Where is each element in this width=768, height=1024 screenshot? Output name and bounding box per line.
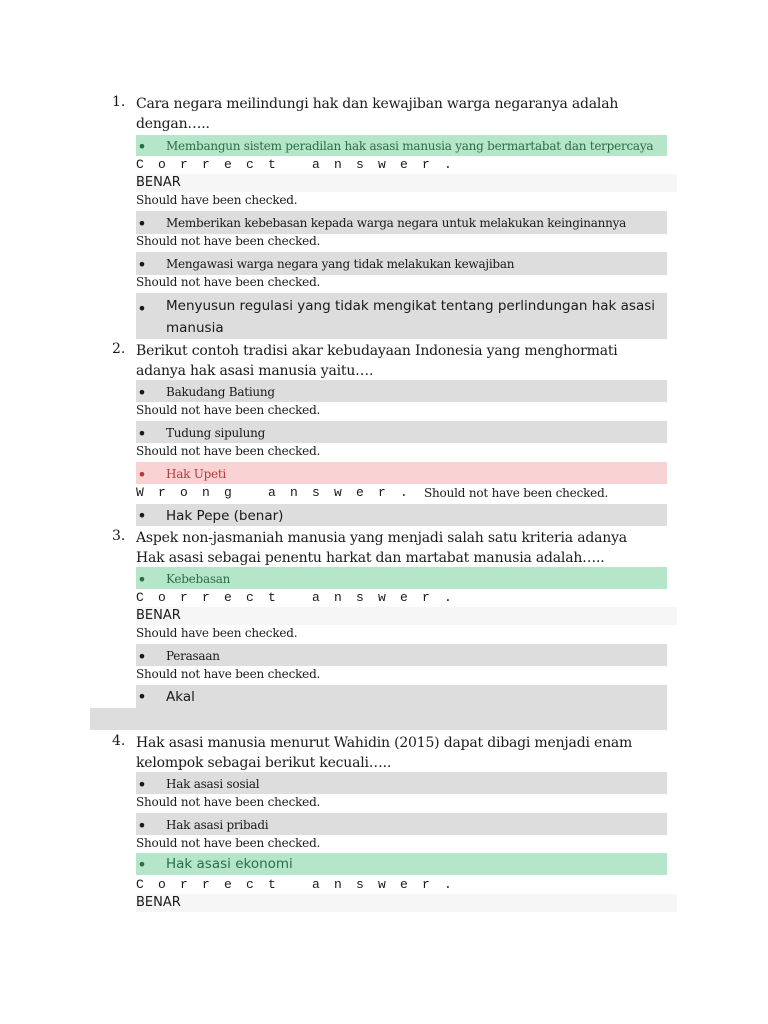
option[interactable] (136, 772, 667, 794)
option-correct[interactable] (136, 567, 667, 589)
feedback-text: Should not have been checked. (424, 486, 609, 500)
feedback-text: Should not have been checked. (136, 795, 321, 809)
bullet-icon: • (137, 816, 147, 835)
option[interactable] (136, 293, 667, 339)
option-label: Hak asasi sosial (166, 777, 260, 791)
bullet-icon: • (137, 855, 147, 874)
question-text: Aspek non-jasmaniah manusia yang menjadi salah satu kriteria adanya Hak asasi sebagai penentu harkat dan martabat manusia adalah….. (136, 530, 627, 566)
question-text: Berikut contoh tradisi akar kebudayaan Indonesia yang menghormati adanya hak asasi manusia yaitu…. (136, 343, 618, 379)
feedback-text: Should not have been checked. (136, 444, 321, 458)
feedback-text: Should not have been checked. (136, 667, 321, 681)
option[interactable] (136, 504, 667, 526)
feedback-text: Should have been checked. (136, 193, 298, 207)
wrong-answer-label: Wrong answer. (136, 485, 423, 500)
correct-answer-label: Correct answer. (136, 157, 467, 172)
option-label: Hak asasi ekonomi (166, 856, 293, 872)
feedback-text: Should not have been checked. (136, 403, 321, 417)
bullet-icon: • (137, 465, 147, 484)
bullet-icon: • (137, 506, 147, 525)
bullet-icon: • (137, 255, 147, 274)
option-wrong[interactable] (136, 462, 667, 484)
option[interactable] (136, 685, 667, 730)
option[interactable] (136, 813, 667, 835)
bullet-icon: • (137, 137, 147, 156)
question-number: 1. (112, 94, 126, 110)
option-label: Kebebasan (166, 572, 231, 586)
bullet-icon: • (137, 570, 147, 589)
feedback-text: Should have been checked. (136, 626, 298, 640)
question-number: 3. (112, 528, 126, 544)
option-label: Membangun sistem peradilan hak asasi manusia yang bermartabat dan terpercaya (166, 139, 654, 153)
option-label: Hak Upeti (166, 467, 227, 481)
option-label: Akal (166, 689, 195, 705)
option-label: Memberikan kebebasan kepada warga negara untuk melakukan keinginannya (166, 216, 627, 230)
option-label: Perasaan (166, 649, 220, 663)
option[interactable] (136, 421, 667, 443)
option-label: Menyusun regulasi yang tidak mengikat tentang perlindungan hak asasi manusia (166, 298, 656, 336)
bullet-icon: • (137, 647, 147, 666)
feedback-text: Should not have been checked. (136, 234, 321, 248)
bullet-icon: • (137, 214, 147, 233)
question-text: Cara negara meilindungi hak dan kewajiban warga negaranya adalah dengan….. (136, 96, 619, 132)
option[interactable] (136, 644, 667, 666)
question-text: Hak asasi manusia menurut Wahidin (2015) dapat dibagi menjadi enam kelompok sebagai berikut kecuali….. (136, 735, 633, 771)
bullet-icon: • (137, 424, 147, 443)
option[interactable] (136, 211, 667, 234)
bullet-icon: • (137, 299, 147, 318)
option-label: Bakudang Batiung (166, 385, 275, 399)
question-number: 4. (112, 733, 126, 749)
option[interactable] (136, 252, 667, 275)
benar-label: BENAR (136, 894, 677, 912)
option-band (90, 708, 136, 730)
option-label: Tudung sipulung (166, 426, 265, 440)
correct-answer-label: Correct answer. (136, 590, 467, 605)
bullet-icon: • (137, 775, 147, 794)
option-label: Hak asasi pribadi (166, 818, 269, 832)
option-correct[interactable] (136, 853, 667, 875)
benar-label: BENAR (136, 607, 677, 625)
benar-label: BENAR (136, 174, 677, 192)
feedback-text: Should not have been checked. (136, 275, 321, 289)
question-number: 2. (112, 341, 126, 357)
bullet-icon: • (137, 687, 147, 706)
option-label: Mengawasi warga negara yang tidak melakukan kewajiban (166, 257, 515, 271)
bullet-icon: • (137, 383, 147, 402)
feedback-text: Should not have been checked. (136, 836, 321, 850)
correct-answer-label: Correct answer. (136, 877, 467, 892)
option-label: Hak Pepe (benar) (166, 508, 284, 524)
option-correct[interactable] (136, 135, 667, 156)
option[interactable] (136, 380, 667, 402)
